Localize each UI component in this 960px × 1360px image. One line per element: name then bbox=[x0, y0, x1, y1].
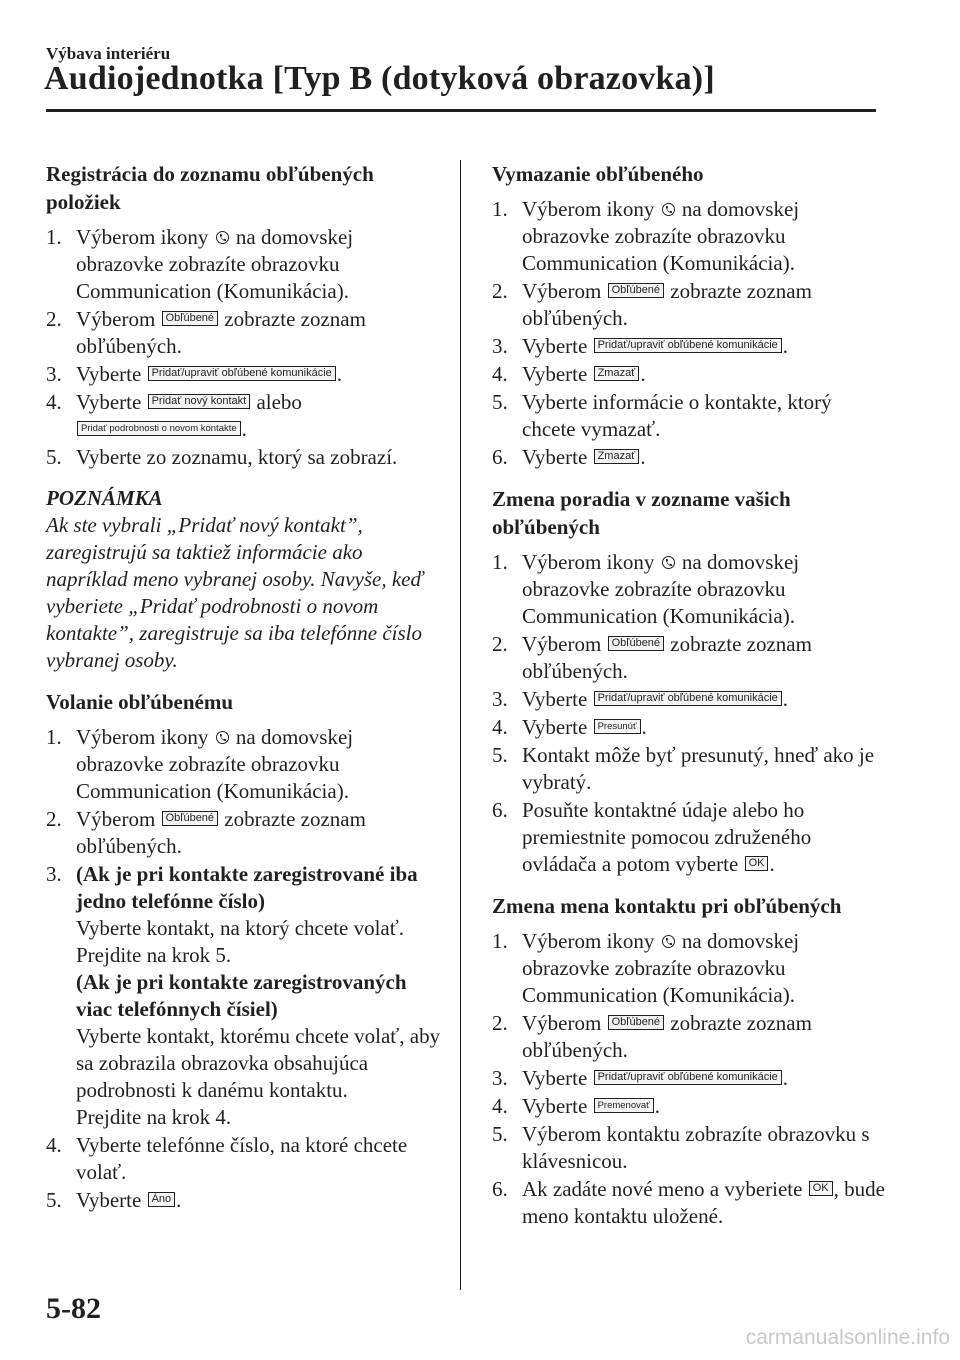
step-4: 4. Vyberte telefónne číslo, na ktoré chcete volať. bbox=[46, 1133, 408, 1184]
section-heading-call: Volanie obľúbenému bbox=[46, 690, 234, 714]
yes-button[interactable]: Áno bbox=[148, 1192, 176, 1207]
steps-register bbox=[46, 224, 441, 471]
right-column bbox=[492, 160, 887, 1231]
section-label: Výbava interiéru bbox=[46, 44, 171, 63]
step-2: 2. Výberom Obľúbené zobrazte zoznam obľúbených. bbox=[492, 279, 812, 330]
add-edit-favorites-button[interactable]: Pridať/upraviť obľúbené komunikácie bbox=[594, 1070, 782, 1085]
step-4: 4. Vyberte Zmazať . bbox=[492, 362, 646, 386]
favorites-button[interactable]: Obľúbené bbox=[608, 1015, 664, 1030]
step-1: 1. Výberom ikony na domovskej obrazovke zobrazíte obrazovku Communication (Komunikácia). bbox=[46, 725, 354, 803]
steps-delete bbox=[492, 196, 887, 471]
step-6: 6. Posuňte kontaktné údaje alebo ho premiestnite pomocou združeného ovládača a potom vyberte OK . bbox=[492, 798, 812, 876]
step-4: 4. Vyberte Presunúť . bbox=[492, 715, 647, 739]
section-heading-delete: Vymazanie obľúbeného bbox=[492, 162, 704, 186]
add-edit-favorites-button[interactable]: Pridať/upraviť obľúbené komunikácie bbox=[594, 691, 782, 706]
step-3: 3. Vyberte Pridať/upraviť obľúbené komunikácie . bbox=[46, 362, 343, 386]
section-heading-rename: Zmena mena kontaktu pri obľúbených bbox=[492, 894, 842, 918]
page-title: Audiojednotka [Typ B (dotyková obrazovka)] bbox=[44, 60, 715, 97]
step-5: 5. Vyberte zo zoznamu, ktorý sa zobrazí. bbox=[46, 445, 398, 469]
move-button[interactable]: Presunúť bbox=[594, 719, 641, 734]
step-5: 5. Vyberte Áno . bbox=[46, 1188, 182, 1212]
step-2: 2. Výberom Obľúbené zobrazte zoznam obľúbených. bbox=[46, 307, 366, 358]
phone-icon bbox=[662, 202, 675, 217]
step-3: 3. (Ak je pri kontakte zaregistrované iba jedno telefónne číslo) Vyberte kontakt, na ktorý chcete volať. Prejdite na krok 5. (Ak je pri kontakte zaregistrovaných viac telefónnych čísiel) Vyberte kontakt, ktorému chcete volať, aby sa zobrazila obrazovka obsahujúca podrobnosti k danému kontaktu. Prejdite na krok 4. bbox=[46, 862, 441, 1129]
step-6: 6. Vyberte Zmazať . bbox=[492, 445, 646, 469]
note-title: POZNÁMKA bbox=[46, 486, 163, 510]
step-2: 2. Výberom Obľúbené zobrazte zoznam obľúbených. bbox=[492, 632, 812, 683]
phone-icon bbox=[216, 230, 229, 245]
phone-icon bbox=[662, 934, 675, 949]
add-edit-favorites-button[interactable]: Pridať/upraviť obľúbené komunikácie bbox=[148, 366, 336, 381]
steps-call bbox=[46, 724, 441, 1214]
add-new-contact-button[interactable]: Pridať nový kontakt bbox=[148, 394, 251, 409]
step-3: 3. Vyberte Pridať/upraviť obľúbené komunikácie . bbox=[492, 334, 789, 358]
step-1: 1. Výberom ikony na domovskej obrazovke zobrazíte obrazovku Communication (Komunikácia). bbox=[492, 197, 800, 275]
add-contact-details-button[interactable]: Pridať podrobnosti o novom kontakte bbox=[77, 421, 241, 436]
step-2: 2. Výberom Obľúbené zobrazte zoznam obľúbených. bbox=[46, 807, 366, 858]
steps-rename bbox=[492, 928, 887, 1230]
step-4: 4. Vyberte Pridať nový kontakt alebo Pridať podrobnosti o novom kontakte . bbox=[46, 390, 302, 441]
step-3: 3. Vyberte Pridať/upraviť obľúbené komunikácie . bbox=[492, 1066, 789, 1090]
add-edit-favorites-button[interactable]: Pridať/upraviť obľúbené komunikácie bbox=[594, 338, 782, 353]
section-heading-register: Registrácia do zoznamu obľúbených položiek bbox=[46, 162, 374, 214]
delete-button[interactable]: Zmazať bbox=[594, 449, 640, 464]
column-divider bbox=[460, 160, 461, 1290]
watermark: carmanualsonline.info bbox=[745, 1326, 950, 1349]
step-6: 6. Ak zadáte nové meno a vyberiete OK , bude meno kontaktu uložené. bbox=[492, 1177, 885, 1228]
note-text: Ak ste vybrali „Pridať nový kontakt”, zaregistrujú sa taktiež informácie ako napríklad meno vybranej osoby. Navyše, keď vyberiete „Pridať podrobnosti o novom kontakte”, zaregistruje sa iba telefónne číslo vybranej osoby. bbox=[46, 513, 424, 672]
note-block bbox=[46, 485, 441, 674]
favorites-button[interactable]: Obľúbené bbox=[608, 636, 664, 651]
ok-button[interactable]: OK bbox=[745, 856, 769, 871]
step-4: 4. Vyberte Premenovať . bbox=[492, 1094, 660, 1118]
step-3: 3. Vyberte Pridať/upraviť obľúbené komunikácie . bbox=[492, 687, 789, 711]
phone-icon bbox=[662, 555, 675, 570]
step-5: 5. Vyberte informácie o kontakte, ktorý chcete vymazať. bbox=[492, 390, 832, 441]
page-number: 5-82 bbox=[46, 1292, 101, 1325]
section-heading-reorder: Zmena poradia v zozname vašich obľúbených bbox=[492, 487, 791, 539]
step-1: 1. Výberom ikony na domovskej obrazovke zobrazíte obrazovku Communication (Komunikácia). bbox=[46, 225, 354, 303]
step-1: 1. Výberom ikony na domovskej obrazovke zobrazíte obrazovku Communication (Komunikácia). bbox=[492, 929, 800, 1007]
header-divider bbox=[46, 109, 876, 112]
favorites-button[interactable]: Obľúbené bbox=[608, 283, 664, 298]
delete-button[interactable]: Zmazať bbox=[594, 366, 640, 381]
step-5: 5. Kontakt môže byť presunutý, hneď ako je vybratý. bbox=[492, 743, 875, 794]
step-1: 1. Výberom ikony na domovskej obrazovke zobrazíte obrazovku Communication (Komunikácia). bbox=[492, 550, 800, 628]
step-5: 5. Výberom kontaktu zobrazíte obrazovku s klávesnicou. bbox=[492, 1122, 870, 1173]
favorites-button[interactable]: Obľúbené bbox=[162, 311, 218, 326]
steps-reorder bbox=[492, 549, 887, 878]
phone-icon bbox=[216, 730, 229, 745]
ok-button[interactable]: OK bbox=[809, 1181, 833, 1196]
rename-button[interactable]: Premenovať bbox=[594, 1098, 654, 1113]
favorites-button[interactable]: Obľúbené bbox=[162, 811, 218, 826]
step-2: 2. Výberom Obľúbené zobrazte zoznam obľúbených. bbox=[492, 1011, 812, 1062]
left-column bbox=[46, 160, 441, 1215]
